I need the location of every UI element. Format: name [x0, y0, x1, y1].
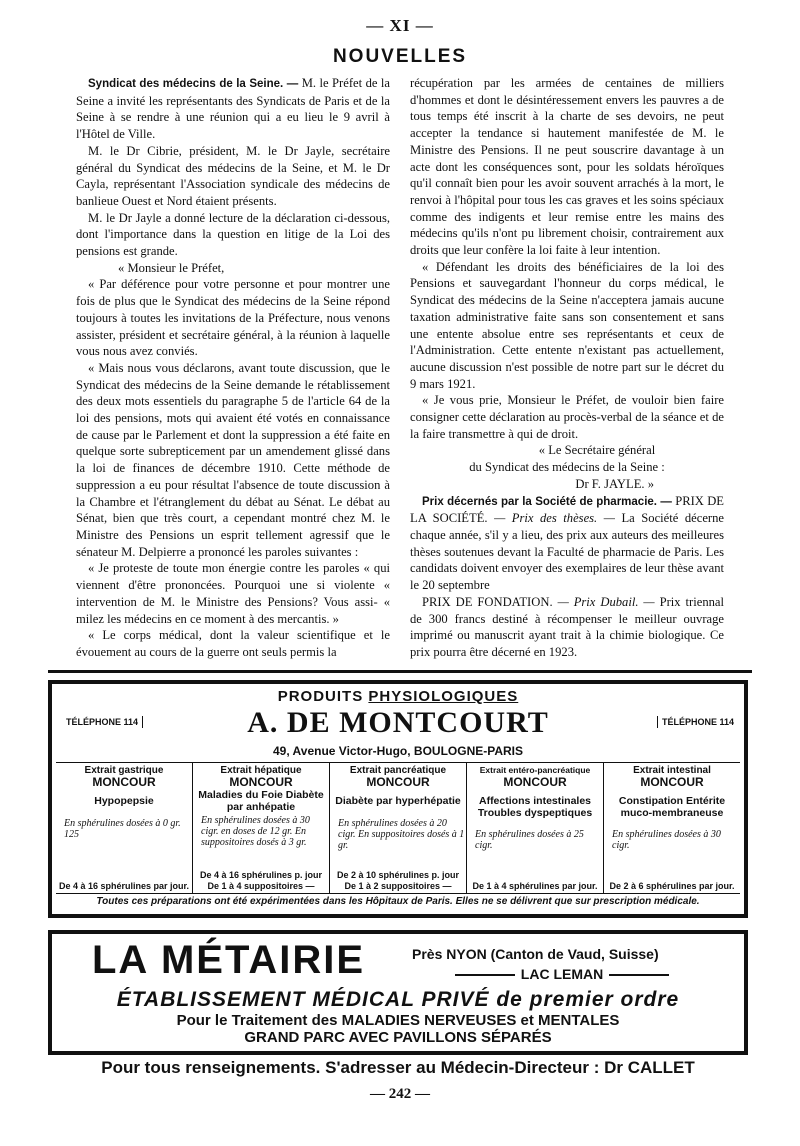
ad-header-word: PRODUITS — [277, 688, 364, 705]
ad-header-word: PHYSIOLOGIQUES — [368, 688, 519, 705]
product-indication: Affections intestinales Troubles dyspeptiques — [477, 795, 593, 819]
product-title: Extrait pancréatique — [349, 765, 447, 776]
prize-subtitle: — Prix Dubail. — — [557, 594, 655, 609]
clinic-name: LA MÉTAIRIE — [92, 938, 366, 982]
paragraph-text: M. le Préfet de la Seine a invité les représentants des Syndicats de Paris et de la Seine à se rendre à une réunion qui a eu lieu le 9 avril à l'Hôtel de Ville. — [76, 76, 391, 142]
right-column — [410, 75, 724, 661]
product-title: Extrait intestinal — [633, 765, 711, 776]
company-address: 49, Avenue Victor-Hugo, BOULOGNE-PARIS — [272, 744, 524, 758]
product-brand: MONCOUR — [366, 774, 430, 789]
product-cell — [466, 763, 603, 893]
clinic-contact: Pour tous renseignements. S'adresser au Médecin-Directeur : Dr CALLET — [101, 1058, 695, 1077]
product-cell — [329, 763, 466, 893]
product-cell — [603, 763, 740, 893]
product-dose: En sphérulines dosées à 30 cigr. en doses de 12 gr. En suppositoires dosés à 3 gr. — [201, 815, 310, 848]
product-dose: En sphérulines dosées à 25 cigr. — [475, 829, 584, 851]
ad-montcourt — [48, 680, 748, 918]
paragraph — [410, 493, 724, 594]
product-indication: Constipation Entérite muco-membraneuse — [618, 795, 726, 819]
paragraph: « Par déférence pour votre personne et pour montrer une fois de plus que le Syndicat des médecins de la Seine répond toujours à toutes les invitations de la Préfecture, nous venons assister, président et secrétaire général, à la réunion à laquelle vous nous avez conviés. — [76, 277, 390, 359]
paragraph-text: La Société décerne chaque année, s'il y a lieu, des prix aux auteurs des meilleures thèses soutenues devant la Faculté de pharmacie de Paris. Les candidats doivent envoyer des exemplaires de leur thèse avant le 20 septembre — [410, 511, 725, 593]
paragraph: « Mais nous vous déclarons, avant toute discussion, que le Syndicat des médecins de la Seine demande le rétablissement des deux mots essentiels du paragraphe 5 de l'article 64 de la loi des pensions, mots qui avaient été votés en connaissance de cause par le Parlement et dont la suppression a été faite en quelque sorte subrepticement par un amendement glissé dans la loi de finances de décembre 1910. Cette méthode de suppression a eu pour résultat l'absence de toute discussion à la Chambre et l'étranglement du débat au Sénat. Le débat au Sénat, bien que très court, a cependant montré chez M. le Ministre des Pensions un esprit tellement agressif que le sénateur M. Delpierre a prononcé les paroles suivantes : — [76, 360, 390, 559]
clinic-park: GRAND PARC AVEC PAVILLONS SÉPARÉS — [244, 1029, 552, 1046]
signature-line: du Syndicat des médecins de la Seine : — [469, 460, 665, 475]
product-brand: MONCOUR — [92, 774, 156, 789]
signature-name: Dr F. JAYLE. » — [575, 476, 654, 491]
clinic-location: Près NYON (Canton de Vaud, Suisse) — [412, 946, 659, 962]
divider — [48, 670, 752, 673]
product-usage: De 4 à 16 sphérulines par jour. — [58, 880, 190, 891]
prize-name: PRIX DE FONDATION. — [422, 594, 553, 609]
product-dose: En sphérulines dosées à 30 cigr. — [612, 829, 721, 851]
product-usage: De 2 à 6 sphérulines par jour. — [609, 880, 735, 891]
company-name: A. DE MONTCOURT — [247, 706, 549, 739]
product-brand: MONCOUR — [503, 774, 567, 789]
paragraph: « Je proteste de toute mon énergie contre les paroles « qui viennent d'être prononcées. Pourquoi une si violente « intervention de M. le Ministre des Pensions? Vous assi- « milez les médecins en ce moment à des mercantis. » — [76, 561, 390, 626]
product-brand: MONCOUR — [640, 774, 704, 789]
telephone-left: TÉLÉPHONE 114 — [62, 716, 143, 728]
paragraph — [76, 75, 390, 143]
products-grid — [56, 762, 740, 894]
paragraph: « Je vous prie, Monsieur le Préfet, de vouloir bien faire consigner cette déclaration au procès-verbal de la séance et de la faire transmettre à qui de droit. — [410, 393, 724, 441]
clinic-tagline: ÉTABLISSEMENT MÉDICAL PRIVÉ de premier ordre — [116, 988, 680, 1011]
product-title: Extrait hépatique — [220, 765, 302, 776]
left-column — [76, 75, 390, 661]
telephone-right: TÉLÉPHONE 114 — [657, 716, 738, 728]
product-indication: Hypopepsie — [94, 795, 154, 807]
product-cell — [192, 763, 329, 893]
paragraph: M. le Dr Cibrie, président, M. le Dr Jayle, secrétaire général du Syndicat des médecins de la Seine, et M. le Dr Cayla, représentant l'Association syndicale des médecins de banlieue Ouest et Nord étaient présents. — [76, 143, 390, 208]
product-indication: Diabète par hyperhépatie — [335, 795, 461, 807]
prize-name: PRIX DE LA SOCIÉTÉ. — [410, 493, 724, 526]
product-indication: Maladies du Foie Diabète par anhépatie — [198, 789, 324, 813]
article-heading: Syndicat des médecins de la Seine. — — [88, 78, 299, 90]
section-title: NOUVELLES — [332, 46, 468, 67]
page-number: — 242 — — [370, 1086, 430, 1102]
product-title: Extrait gastrique — [84, 765, 164, 776]
product-usage: De 1 à 4 sphérulines par jour. — [472, 880, 598, 891]
clinic-treatment: Pour le Traitement des MALADIES NERVEUSES et MENTALES — [176, 1012, 620, 1029]
signature-line: « Le Secrétaire général — [538, 443, 656, 458]
prize-heading: Prix décernés par la Société de pharmacie. — — [422, 495, 672, 508]
paragraph: M. le Dr Jayle a donné lecture de la déclaration ci-dessous, dont l'importance dans la question en litige de la Loi des pensions est grande. — [76, 210, 390, 259]
salutation: « Monsieur le Préfet, — [118, 260, 225, 275]
paragraph: « Le corps médical, dont la valeur scientifique et le évouement au cours de la guerre ont seuls permis la — [76, 628, 390, 659]
prize-subtitle: — Prix des thèses. — — [494, 511, 615, 526]
product-cell — [56, 763, 192, 893]
product-usage: De 2 à 10 sphérulines p. jour De 1 à 2 suppositoires — — [336, 870, 460, 891]
ad-header — [52, 688, 744, 705]
product-usage: De 4 à 16 sphérulines p. jour De 1 à 4 suppositoires — — [199, 870, 323, 891]
page-folio-top: — XI — — [366, 16, 434, 35]
ad-footer-note: Toutes ces préparations ont été expérimentées dans les Hôpitaux de Paris. Elles ne se délivrent que sur prescription médicale. — [96, 896, 700, 907]
paragraph-text: Prix triennal de 300 francs destiné à récompenser le meilleur ouvrage imprimé ou manuscrit ayant trait à la chimie biologique. Ce prix pourra être décerné en 1923. — [410, 594, 725, 659]
ad-la-metairie — [48, 930, 748, 1055]
product-dose: En sphérulines dosées à 0 gr. 125 — [64, 817, 181, 840]
product-brand: MONCOUR — [229, 774, 293, 789]
product-title: Extrait entéro-pancréatique — [479, 765, 591, 775]
product-dose: En sphérulines dosées à 20 cigr. En suppositoires dosés à 1 gr. — [338, 817, 465, 851]
paragraph: « Défendant les droits des bénéficiaires de la loi des Pensions et sauvegardant l'honneur du corps médical, le Syndicat des médecins de la Seine n'acceptera jamais aucune taxation administrative faite sans son consentement et sans une entente absolue entre ses représentants et ceux de l'Administration. Cette entente n'existant pas actuellement, aucune discussion n'est possible de notre part sur le décret du 9 mars 1921. — [410, 259, 724, 391]
clinic-lake: LAC LEMAN — [412, 966, 712, 982]
paragraph: récupération par les armées de centaines de milliers d'hommes et dont le désintéressement envers les pauvres a de tous temps été inscrit à la charte de ses devoirs, ne peut accepter la tendance si hautement manifestée de M. le Ministre des Pensions. Il ne peut souscrire davantage à un acte dont les conséquences sont, pour les soldats héroïques qu'il connaît bien pour les avoir souvent arrachés à la mort, le renvoi à l'hôpital pour tous les cas graves et les soins spéciaux comme des indigents et leur remise entre les mains des médecins qu'ils n'ont pu librement choisir, contrairement aux droits que leur confère la loi faite à leur intention. — [410, 76, 724, 258]
paragraph — [410, 594, 724, 661]
